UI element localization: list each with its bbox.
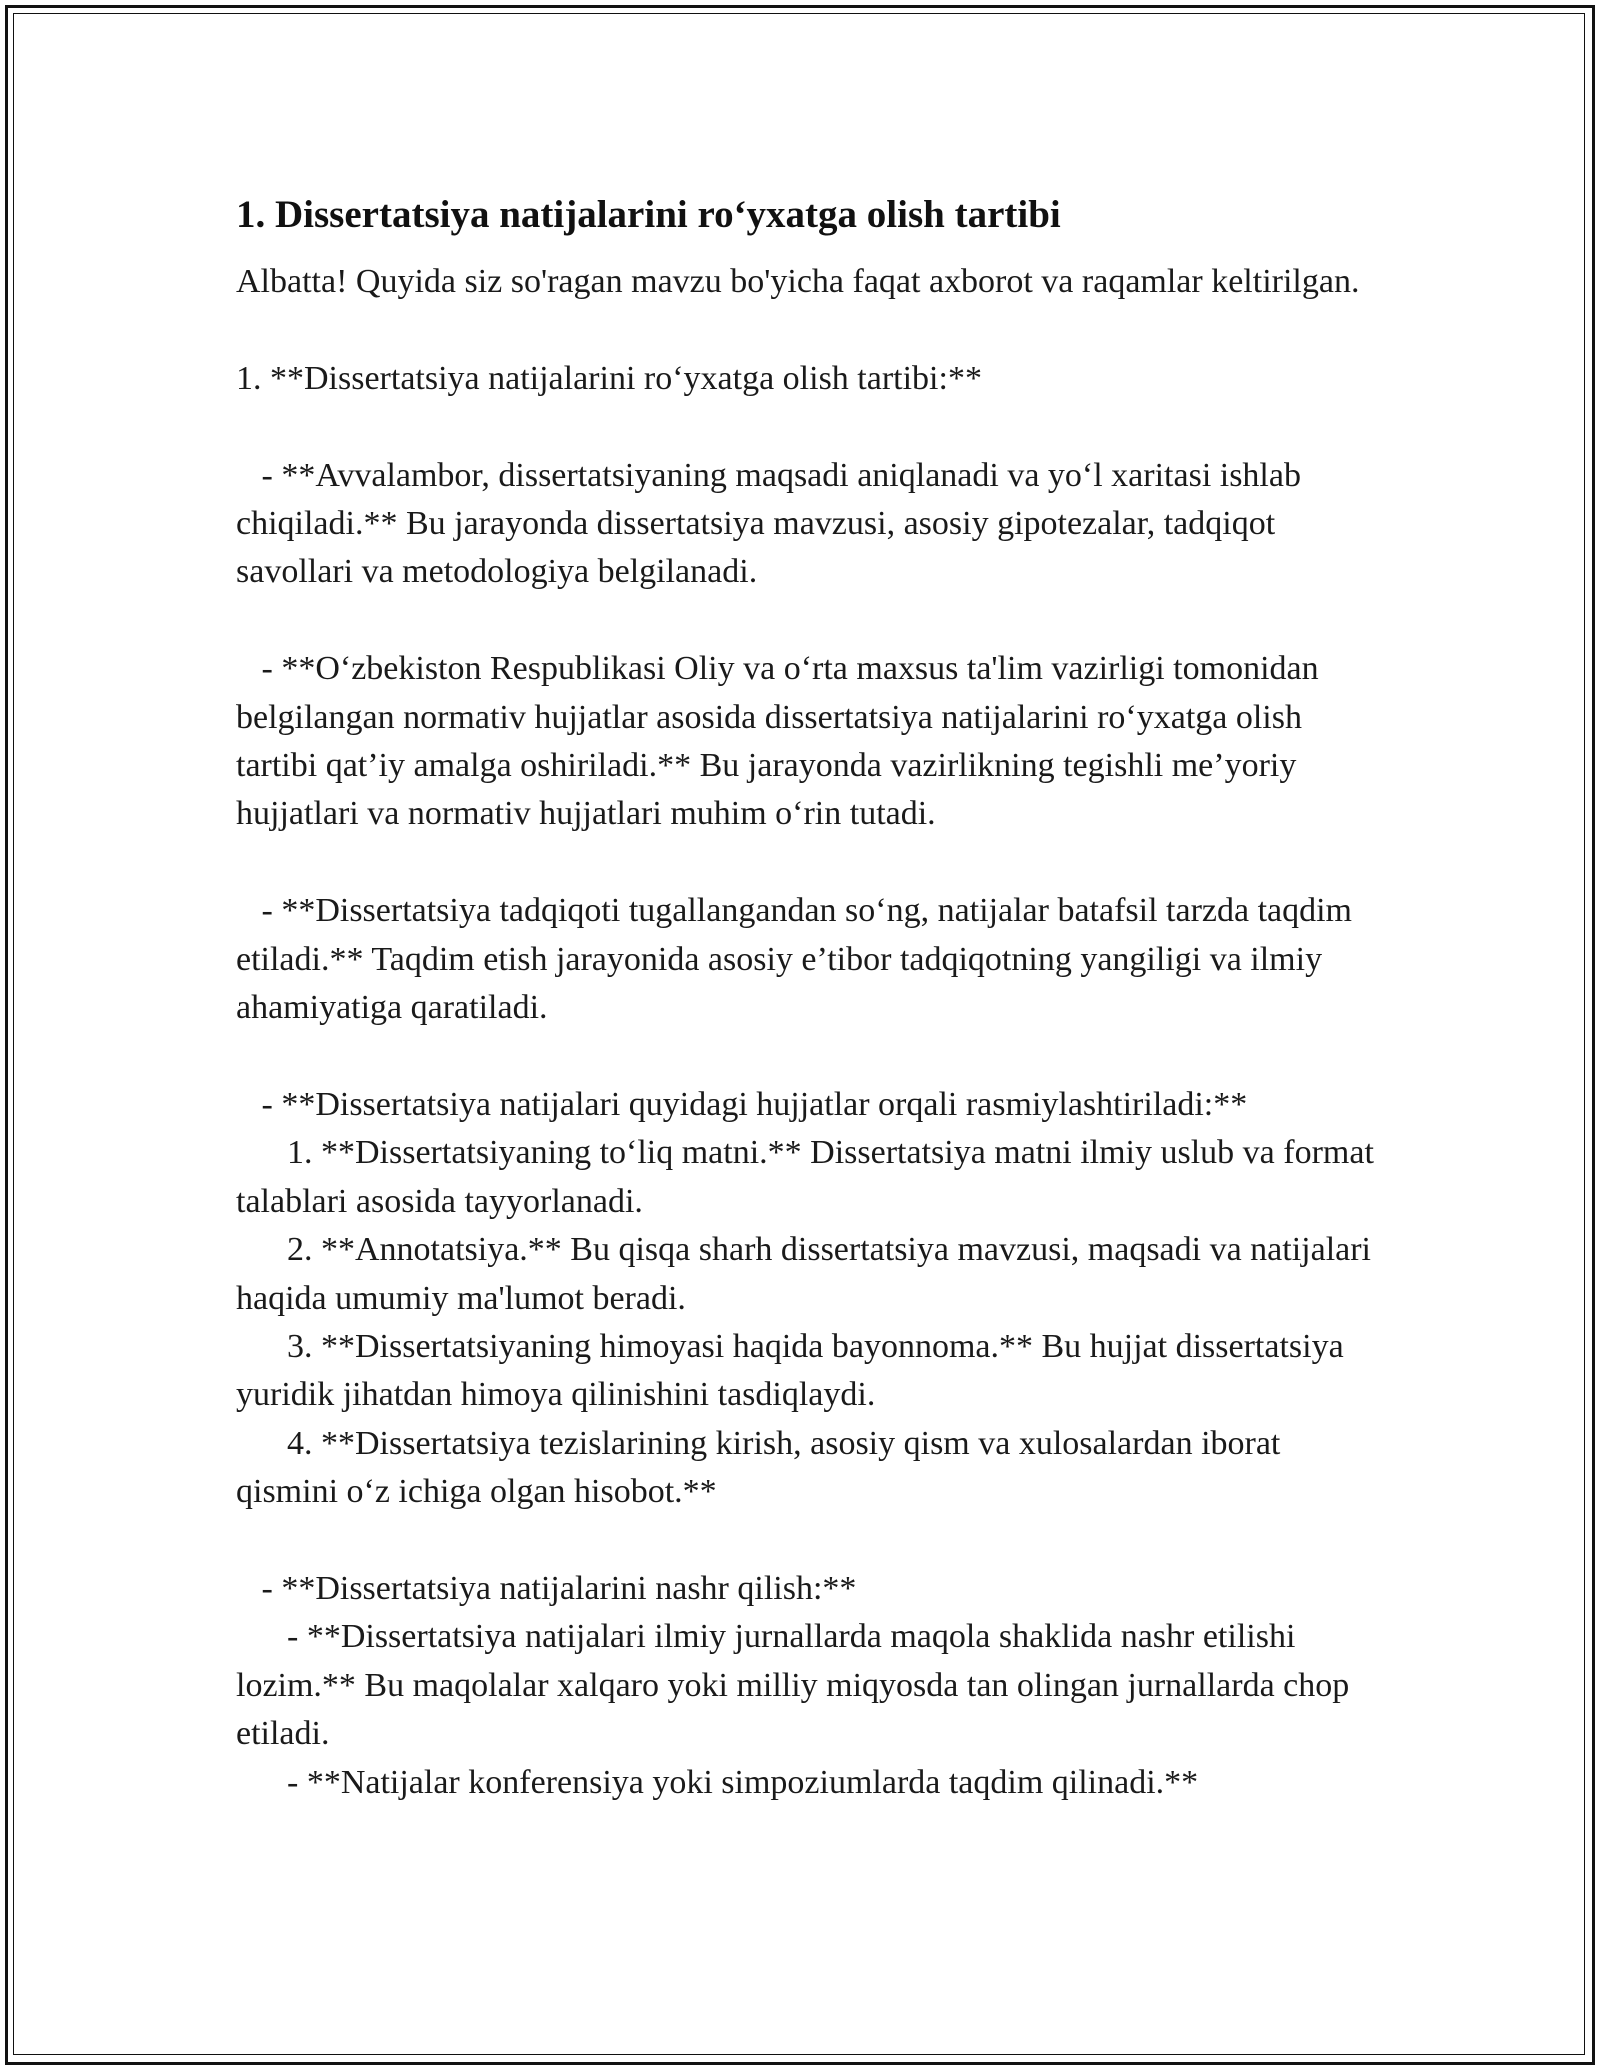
blank-line <box>236 403 1376 451</box>
list-item-report: 4. **Dissertatsiya tezislarining kirish, asosiy qism va xulosalardan iborat qismini o‘z ichiga olgan hisobot.** <box>236 1424 1289 1511</box>
blank-line <box>236 839 1376 887</box>
blank-line <box>236 597 1376 645</box>
document-body <box>236 190 1383 1807</box>
list-item-defense-protocol: 3. **Dissertatsiyaning himoyasi haqida bayonnoma.** Bu hujjat dissertatsiya yuridik jihatdan himoya qilinishini tasdiqlaydi. <box>236 1327 1353 1414</box>
bullet-ministry-regulations: - **O‘zbekiston Respublikasi Oliy va o‘rta maxsus ta'lim vazirligi tomonidan belgilangan normativ hujjatlar asosida dissertatsiya natijalarini ro‘yxatga olish tartibi qat’iy amalga oshiriladi.** Bu jarayonda vazirlikning tegishli me’yoriy hujjatlari va normativ hujjatlari muhim o‘rin tutadi. <box>236 650 1328 833</box>
intro-paragraph: Albatta! Quyida siz so'ragan mavzu bo'yicha faqat axborot va raqamlar keltirilgan. <box>236 263 1360 300</box>
bullet-publication-heading: - **Dissertatsiya natijalarini nashr qilish:** <box>236 1569 857 1607</box>
blank-line <box>236 1033 1376 1081</box>
bullet-documents-heading: - **Dissertatsiya natijalari quyidagi hujjatlar orqali rasmiylashtiriladi:** <box>236 1085 1248 1123</box>
sub-bullet-conferences: - **Natijalar konferensiya yoki simpoziumlarda taqdim qilinadi.** <box>236 1763 1199 1801</box>
sub-bullet-journals: - **Dissertatsiya natijalari ilmiy jurnallarda maqola shaklida nashr etilishi lozim.** Bu maqolalar xalqaro yoki milliy miqyosda tan olingan jurnallarda chop etiladi. <box>236 1618 1358 1753</box>
blank-line <box>236 1517 1376 1565</box>
list-item-full-text: 1. **Dissertatsiyaning to‘liq matni.** Dissertatsiya matni ilmiy uslub va format talablari asosida tayyorlanadi. <box>236 1134 1383 1220</box>
section-heading-registration: 1. **Dissertatsiya natijalarini ro‘yxatga olish tartibi:** <box>236 359 982 397</box>
list-item-annotation: 2. **Annotatsiya.** Bu qisqa sharh dissertatsiya mavzusi, maqsadi va natijalari haqida umumiy ma'lumot beradi. <box>236 1231 1380 1317</box>
blank-line <box>236 306 1376 354</box>
bullet-goal-roadmap: - **Avvalambor, dissertatsiyaning maqsadi aniqlanadi va yo‘l xaritasi ishlab chiqiladi.** Bu jarayonda dissertatsiya mavzusi, asosiy gipotezalar, tadqiqot savollari va metodologiya belgilanadi. <box>236 456 1310 591</box>
bullet-results-presented: - **Dissertatsiya tadqiqoti tugallangandan so‘ng, natijalar batafsil tarzda taqdim etiladi.** Taqdim etish jarayonida asosiy e’tibor tadqiqotning yangiligi va ilmiy ahamiyatiga qaratiladi. <box>236 892 1361 1027</box>
document-title: 1. Dissertatsiya natijalarini ro‘yxatga olish tartibi <box>236 193 1061 236</box>
